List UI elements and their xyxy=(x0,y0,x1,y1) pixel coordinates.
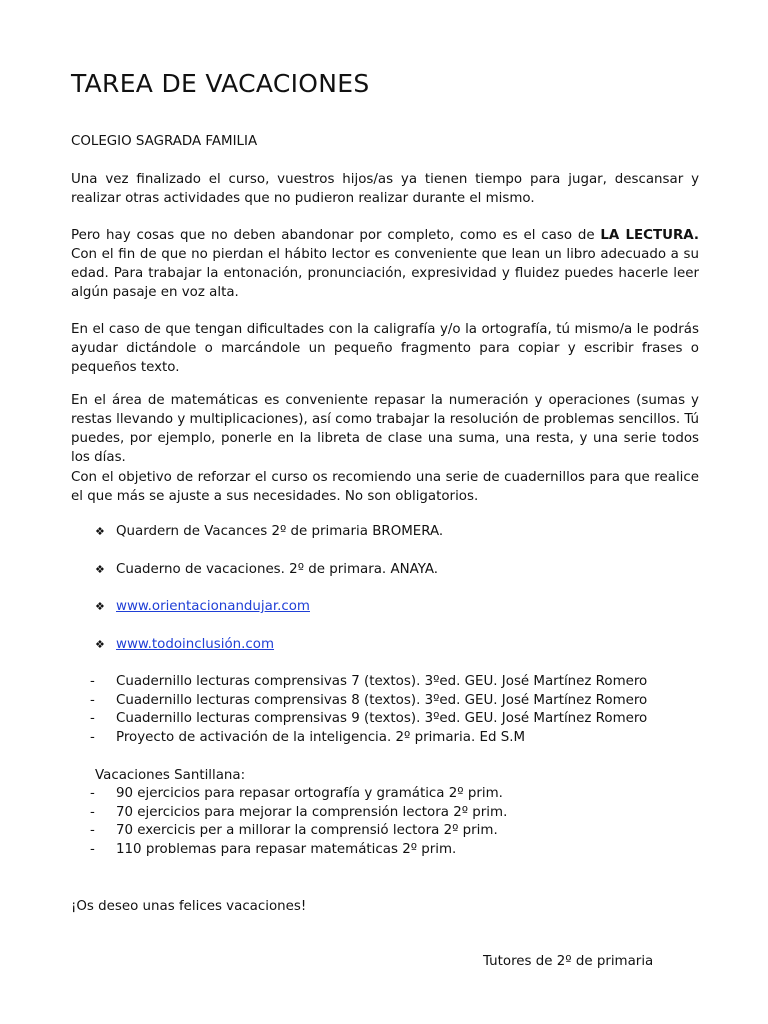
bullet-text: Cuaderno de vacaciones. 2º de primara. ANAYA. xyxy=(116,561,439,577)
paragraph-math: En el área de matemáticas es conveniente repasar la numeración y operaciones (sumas y restas llevando y multiplicaciones), así como trabajar la resolución de problemas sencillos. Tú puedes, por ejemplo, ponerle en la libreta de clase una suma, una resta, y una serie todos los días. xyxy=(71,393,699,465)
dash-marker: - xyxy=(90,674,95,689)
list-item xyxy=(95,635,695,673)
paragraph-reading-start: Pero hay cosas que no deben abandonar por completo, como es el caso de xyxy=(71,228,601,243)
document-title: TAREA DE VACACIONES xyxy=(71,69,370,98)
list-item xyxy=(90,691,690,710)
diamond-bullet-icon: ❖ xyxy=(95,525,105,538)
reading-emphasis: LA LECTURA. xyxy=(600,228,699,243)
bullet-text: Quardern de Vacances 2º de primaria BROMERA. xyxy=(116,524,444,539)
list-item xyxy=(90,840,690,859)
list-item xyxy=(95,560,695,598)
signature: Tutores de 2º de primaria xyxy=(483,954,654,969)
diamond-bullet-icon: ❖ xyxy=(95,562,105,576)
dash-item-text: 70 exercicis per a millorar la comprensió lectora 2º prim. xyxy=(116,823,498,839)
workbook-bullet-list xyxy=(95,522,695,672)
paragraph-intro: Una vez finalizado el curso, vuestros hijos/as ya tienen tiempo para jugar, descansar y realizar otras actividades que no pudieron realizar durante el mismo. xyxy=(71,172,699,206)
santillana-list xyxy=(90,784,690,859)
santillana-heading: Vacaciones Santillana: xyxy=(95,768,246,783)
list-item xyxy=(90,803,690,822)
dash-item-text: Proyecto de activación de la inteligencia. 2º primaria. Ed S.M xyxy=(116,730,526,746)
dash-marker: - xyxy=(90,786,95,801)
diamond-bullet-icon: ❖ xyxy=(95,637,105,651)
dash-marker: - xyxy=(90,823,95,839)
closing-line: ¡Os deseo unas felices vacaciones! xyxy=(71,899,307,914)
dash-marker: - xyxy=(90,842,95,858)
dash-marker: - xyxy=(90,711,95,727)
dash-item-text: 90 ejercicios para repasar ortografía y gramática 2º prim. xyxy=(116,786,503,801)
school-name: COLEGIO SAGRADA FAMILIA xyxy=(71,134,258,149)
list-item xyxy=(95,522,695,560)
paragraph-writing: En el caso de que tengan dificultades con la caligrafía y/o la ortografía, tú mismo/a le podrás ayudar dictándole o marcándole un pequeño fragmento para copiar y escribir frases o pequeños texto. xyxy=(71,322,699,375)
dash-item-text: 70 ejercicios para mejorar la comprensión lectora 2º prim. xyxy=(116,804,508,820)
paragraph-workbooks: Con el objetivo de reforzar el curso os recomiendo una serie de cuadernillos para que realice el que más se ajuste a sus necesidades. No son obligatorios. xyxy=(71,470,699,504)
dash-item-text: 110 problemas para repasar matemáticas 2º prim. xyxy=(116,842,457,858)
dash-item-text: Cuadernillo lecturas comprensivas 9 (textos). 3ºed. GEU. José Martínez Romero xyxy=(116,711,648,727)
dash-marker: - xyxy=(90,730,95,746)
dash-item-text: Cuadernillo lecturas comprensivas 7 (textos). 3ºed. GEU. José Martínez Romero xyxy=(116,674,648,689)
geu-workbook-list xyxy=(90,672,690,747)
link-orientacionandujar[interactable]: www.orientacionandujar.com xyxy=(116,599,310,614)
list-item xyxy=(90,821,690,840)
list-item xyxy=(90,672,690,691)
list-item xyxy=(90,709,690,728)
list-item xyxy=(90,784,690,803)
dash-marker: - xyxy=(90,692,95,708)
link-todoinclusion[interactable]: www.todoinclusión.com xyxy=(116,636,275,652)
list-item xyxy=(95,597,695,635)
list-item xyxy=(90,728,690,747)
paragraph-reading xyxy=(71,226,699,302)
diamond-bullet-icon: ❖ xyxy=(95,600,105,613)
dash-item-text: Cuadernillo lecturas comprensivas 8 (textos). 3ºed. GEU. José Martínez Romero xyxy=(116,692,648,708)
paragraph-reading-end: Con el fin de que no pierdan el hábito lector es conveniente que lean un libro adecuado a su edad. Para trabajar la entonación, pronunciación, expresividad y fluidez puedes hacerle leer algún pasaje en voz alta. xyxy=(71,247,699,300)
dash-marker: - xyxy=(90,804,95,820)
